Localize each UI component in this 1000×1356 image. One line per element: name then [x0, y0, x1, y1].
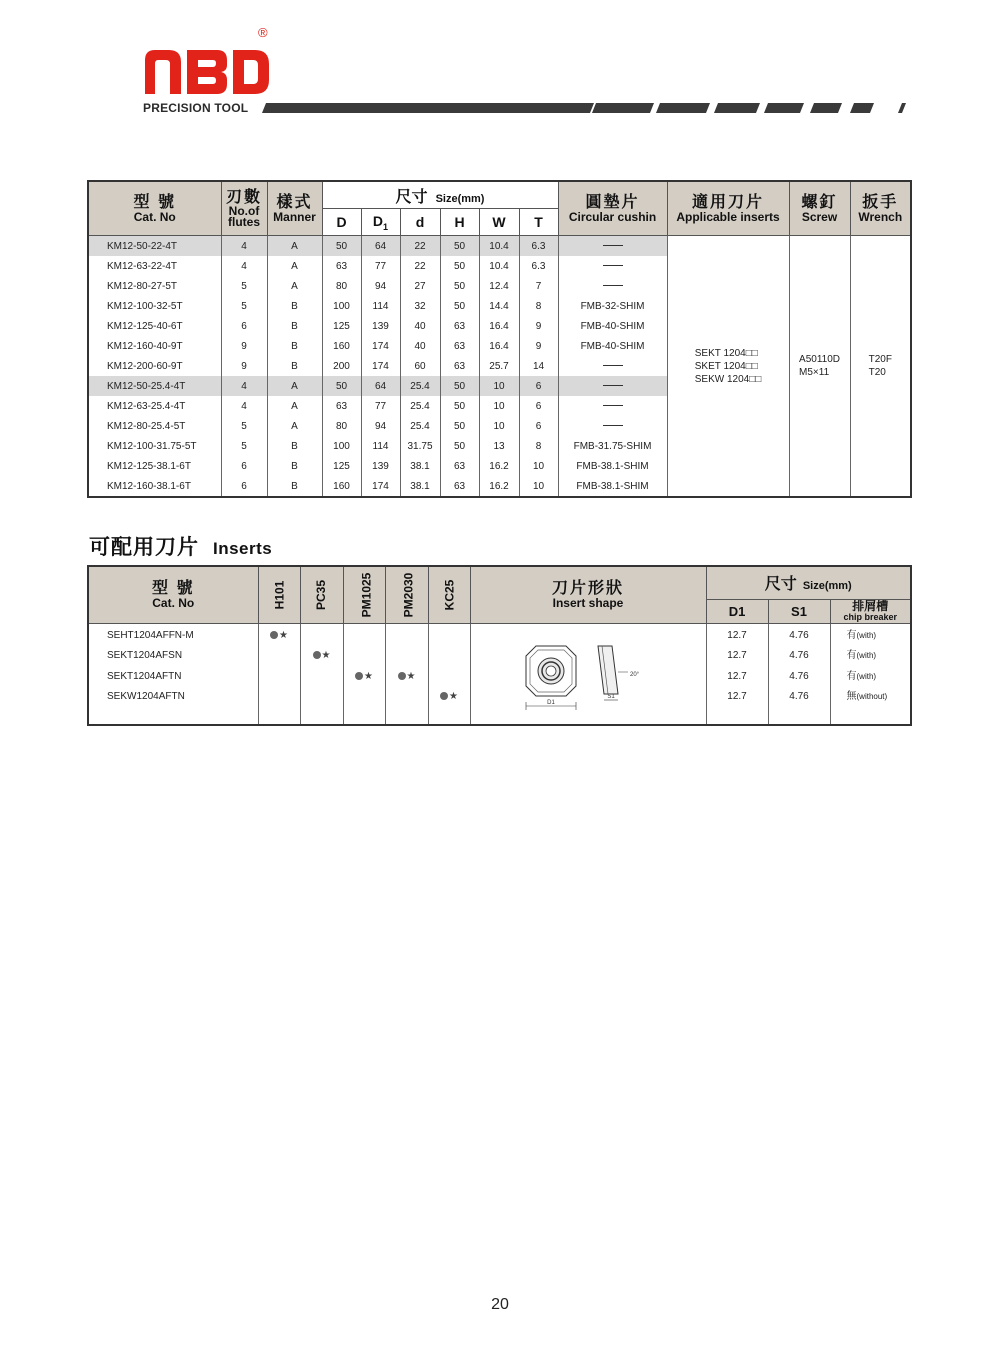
- d-cell: 27: [400, 276, 440, 296]
- D-cell: 50: [322, 236, 361, 257]
- inserts-header-size: 尺寸 Size(mm): [706, 566, 911, 599]
- grade-mark-slot: [344, 626, 385, 647]
- grade-mark-slot: [301, 626, 343, 647]
- insert-d1-value: 12.7: [727, 670, 747, 682]
- manner-cell: A: [267, 256, 322, 276]
- W-cell: 10.4: [479, 256, 519, 276]
- T-cell: 9: [519, 316, 558, 336]
- T-cell: 8: [519, 296, 558, 316]
- dash-mark: [603, 265, 623, 266]
- cutter-table: [87, 180, 912, 498]
- grade-mark-slot: [301, 667, 343, 688]
- screw-cell: [789, 236, 850, 498]
- cushion-cell: [558, 376, 667, 396]
- W-cell: 10: [479, 396, 519, 416]
- insert-shape-icon: [518, 632, 658, 712]
- cushion-cell: [558, 416, 667, 436]
- D-cell: 80: [322, 276, 361, 296]
- H-cell: 50: [440, 256, 479, 276]
- cushion-cell: FMB-40-SHIM: [558, 316, 667, 336]
- T-cell: 7: [519, 276, 558, 296]
- d-cell: 38.1: [400, 456, 440, 476]
- grade-mark-slot: [301, 687, 343, 708]
- cat-no-cell: KM12-80-27-5T: [88, 276, 221, 296]
- header-screw: 螺釘 Screw: [789, 181, 850, 236]
- inserts-d1-column: [706, 623, 768, 725]
- W-cell: 14.4: [479, 296, 519, 316]
- T-cell: 10: [519, 476, 558, 497]
- d-cell: 38.1: [400, 476, 440, 497]
- H-cell: 50: [440, 236, 479, 257]
- W-cell: 16.4: [479, 316, 519, 336]
- cat-no-cell: KM12-125-38.1-6T: [88, 456, 221, 476]
- d-cell: 22: [400, 236, 440, 257]
- flutes-cell: 4: [221, 376, 267, 396]
- grade-dot-icon: [440, 692, 448, 700]
- wrench-line: T20: [868, 367, 886, 378]
- d-cell: 31.75: [400, 436, 440, 456]
- grade-dot-icon: [270, 631, 278, 639]
- manner-cell: A: [267, 276, 322, 296]
- grade-mark-slot: [386, 667, 428, 688]
- grade-dot-icon: [355, 672, 363, 680]
- grade-header-pc35: PC35: [300, 566, 343, 623]
- grade-mark-slot: [259, 667, 300, 688]
- T-cell: 6: [519, 376, 558, 396]
- H-cell: 50: [440, 436, 479, 456]
- D-cell: 50: [322, 376, 361, 396]
- manner-cell: B: [267, 476, 322, 497]
- D1-cell: 94: [361, 416, 400, 436]
- D1-cell: 139: [361, 456, 400, 476]
- grade-mark-slot: [429, 687, 470, 708]
- H-cell: 63: [440, 456, 479, 476]
- cushion-cell: FMB-31.75-SHIM: [558, 436, 667, 456]
- D-cell: 200: [322, 356, 361, 376]
- drawing-label-s1: S1: [607, 694, 615, 700]
- insert-cat-no: SEKW1204AFTN: [107, 691, 185, 702]
- cutter-row: [88, 236, 911, 257]
- dash-mark: [603, 365, 623, 366]
- inserts-header-shape: 刀片形狀 Insert shape: [470, 566, 706, 623]
- grade-header-pm2030: PM2030: [385, 566, 428, 623]
- star-icon: ★: [321, 650, 331, 661]
- cat-no-cell: KM12-100-32-5T: [88, 296, 221, 316]
- inserts-cat-column: [88, 623, 258, 725]
- inserts-chip-column: [830, 623, 911, 725]
- D-cell: 160: [322, 336, 361, 356]
- grade-mark-slot: [429, 646, 470, 667]
- nbd-logo: [143, 44, 273, 96]
- manner-cell: A: [267, 236, 322, 257]
- header-wrench: 扳手 Wrench: [850, 181, 911, 236]
- T-cell: 6.3: [519, 256, 558, 276]
- header-size: 尺寸 Size(mm): [322, 181, 558, 209]
- insert-s1-value: 4.76: [789, 629, 809, 641]
- insert-chip-breaker: [847, 667, 911, 688]
- cat-no-cell: KM12-100-31.75-5T: [88, 436, 221, 456]
- grade-mark-slot: [344, 646, 385, 667]
- D-cell: 100: [322, 436, 361, 456]
- flutes-cell: 4: [221, 396, 267, 416]
- cat-no-cell: KM12-80-25.4-5T: [88, 416, 221, 436]
- flutes-cell: 9: [221, 336, 267, 356]
- dash-mark: [603, 425, 623, 426]
- H-cell: 50: [440, 376, 479, 396]
- insert-d1-value: 12.7: [727, 691, 747, 702]
- cushion-cell: FMB-40-SHIM: [558, 336, 667, 356]
- flutes-cell: 5: [221, 416, 267, 436]
- grade-col-h101: [258, 623, 300, 725]
- T-cell: 14: [519, 356, 558, 376]
- inserts-header-S1: S1: [768, 599, 830, 623]
- header-inserts: 適用刀片 Applicable inserts: [667, 181, 789, 236]
- W-cell: 25.7: [479, 356, 519, 376]
- cat-no-cell: KM12-160-38.1-6T: [88, 476, 221, 497]
- insert-cat-no: SEKT1204AFSN: [107, 650, 183, 661]
- brand-subtitle: PRECISION TOOL: [143, 101, 249, 115]
- d-cell: 32: [400, 296, 440, 316]
- H-cell: 63: [440, 356, 479, 376]
- flutes-cell: 5: [221, 436, 267, 456]
- cushion-cell: FMB-32-SHIM: [558, 296, 667, 316]
- T-cell: 8: [519, 436, 558, 456]
- star-icon: ★: [279, 629, 288, 641]
- cushion-cell: [558, 356, 667, 376]
- W-cell: 12.4: [479, 276, 519, 296]
- manner-cell: A: [267, 376, 322, 396]
- cat-no-cell: KM12-63-25.4-4T: [88, 396, 221, 416]
- T-cell: 6: [519, 396, 558, 416]
- header-D1: $D_1$: [361, 209, 400, 236]
- inserts-table: [87, 565, 912, 726]
- W-cell: 16.4: [479, 336, 519, 356]
- grade-header-pm1025: PM1025: [343, 566, 385, 623]
- D-cell: 100: [322, 296, 361, 316]
- d-cell: 25.4: [400, 416, 440, 436]
- grade-mark-slot: [344, 687, 385, 708]
- grade-mark-slot: [429, 626, 470, 647]
- applicable-insert-line: SKET 1204□□: [694, 360, 758, 372]
- chip-breaker-zh: 無: [846, 691, 857, 702]
- flutes-cell: 6: [221, 316, 267, 336]
- cushion-cell: [558, 236, 667, 257]
- cat-no-cell: KM12-50-25.4-4T: [88, 376, 221, 396]
- d-cell: 25.4: [400, 396, 440, 416]
- W-cell: 16.2: [479, 476, 519, 497]
- inserts-header-D1: D1: [706, 599, 768, 623]
- dash-mark: [603, 245, 623, 246]
- grade-mark-slot: [386, 687, 428, 708]
- D1-cell: 174: [361, 476, 400, 497]
- cushion-cell: [558, 396, 667, 416]
- cat-no-cell: KM12-125-40-6T: [88, 316, 221, 336]
- grade-col-pm1025: [343, 623, 385, 725]
- d-cell: 22: [400, 256, 440, 276]
- manner-cell: A: [267, 396, 322, 416]
- flutes-cell: 5: [221, 296, 267, 316]
- grade-col-kc25: [428, 623, 470, 725]
- manner-cell: B: [267, 456, 322, 476]
- wrench-cell: [850, 236, 911, 498]
- screw-line: A50110D: [799, 354, 840, 365]
- cushion-cell: FMB-38.1-SHIM: [558, 456, 667, 476]
- d-cell: 40: [400, 336, 440, 356]
- D1-cell: 64: [361, 376, 400, 396]
- insert-chip-breaker: [847, 626, 911, 647]
- grade-mark-slot: [386, 626, 428, 647]
- D1-cell: 94: [361, 276, 400, 296]
- star-icon: ★: [364, 670, 373, 682]
- cat-no-cell: KM12-50-22-4T: [88, 236, 221, 257]
- H-cell: 63: [440, 316, 479, 336]
- flutes-cell: 4: [221, 256, 267, 276]
- page-number: 20: [491, 1296, 509, 1313]
- grade-mark-slot: [429, 667, 470, 688]
- header-cushion: 圓墊片 Circular cushin: [558, 181, 667, 236]
- D1-cell: 174: [361, 356, 400, 376]
- grade-dot-icon: [398, 672, 406, 680]
- insert-chip-breaker: [847, 687, 911, 708]
- D1-cell: 77: [361, 256, 400, 276]
- cat-no-cell: KM12-63-22-4T: [88, 256, 221, 276]
- manner-cell: B: [267, 336, 322, 356]
- cushion-cell: [558, 276, 667, 296]
- manner-cell: B: [267, 316, 322, 336]
- grade-mark-slot: [259, 646, 300, 667]
- header-flutes: 刃數 No.of flutes: [221, 181, 267, 236]
- applicable-inserts-cell: [667, 236, 789, 498]
- D1-cell: 64: [361, 236, 400, 257]
- dash-mark: [603, 405, 623, 406]
- D1-cell: 114: [361, 436, 400, 456]
- grade-mark-slot: [301, 646, 343, 667]
- H-cell: 50: [440, 416, 479, 436]
- insert-chip-breaker: [847, 646, 911, 667]
- d-cell: 40: [400, 316, 440, 336]
- drawing-label-d1: D1: [547, 700, 555, 706]
- T-cell: 6.3: [519, 236, 558, 257]
- header-manner: 樣式 Manner: [267, 181, 322, 236]
- D1-cell: 139: [361, 316, 400, 336]
- applicable-insert-line: SEKW 1204□□: [694, 373, 762, 385]
- manner-cell: A: [267, 416, 322, 436]
- T-cell: 6: [519, 416, 558, 436]
- grade-mark-slot: [259, 626, 300, 647]
- D-cell: 125: [322, 456, 361, 476]
- D-cell: 80: [322, 416, 361, 436]
- header-T: T: [519, 209, 558, 236]
- T-cell: 10: [519, 456, 558, 476]
- insert-d1-value: 12.7: [727, 650, 747, 661]
- H-cell: 63: [440, 336, 479, 356]
- inserts-section-title: 可配用刀片 Inserts: [89, 536, 273, 559]
- header-W: W: [479, 209, 519, 236]
- D-cell: 63: [322, 396, 361, 416]
- chip-breaker-en: (with): [856, 651, 877, 660]
- flutes-cell: 6: [221, 476, 267, 497]
- D-cell: 160: [322, 476, 361, 497]
- flutes-cell: 5: [221, 276, 267, 296]
- inserts-s1-column: [768, 623, 830, 725]
- W-cell: 10: [479, 416, 519, 436]
- W-cell: 16.2: [479, 456, 519, 476]
- H-cell: 63: [440, 476, 479, 497]
- grade-dot-icon: [313, 651, 321, 659]
- W-cell: 10: [479, 376, 519, 396]
- inserts-header-chip-breaker: 排屑槽 chip breaker: [830, 599, 911, 623]
- D-cell: 125: [322, 316, 361, 336]
- H-cell: 50: [440, 396, 479, 416]
- T-cell: 9: [519, 336, 558, 356]
- flutes-cell: 6: [221, 456, 267, 476]
- dash-mark: [603, 285, 623, 286]
- D1-cell: 114: [361, 296, 400, 316]
- insert-s1-value: 4.76: [789, 691, 809, 702]
- wrench-line: T20F: [868, 354, 892, 365]
- chip-breaker-en: (without): [856, 692, 888, 701]
- flutes-cell: 9: [221, 356, 267, 376]
- screw-line: M5×11: [799, 367, 830, 378]
- grade-mark-slot: [386, 646, 428, 667]
- header-H: H: [440, 209, 479, 236]
- header-D: D: [322, 209, 361, 236]
- manner-cell: B: [267, 296, 322, 316]
- chip-breaker-en: (with): [856, 671, 877, 681]
- grade-mark-slot: [259, 687, 300, 708]
- header-d: d: [400, 209, 440, 236]
- cat-no-cell: KM12-160-40-9T: [88, 336, 221, 356]
- chip-breaker-zh: 有: [846, 629, 857, 641]
- registered-mark: ®: [258, 25, 268, 40]
- manner-cell: B: [267, 436, 322, 456]
- chip-breaker-zh: 有: [846, 670, 857, 682]
- d-cell: 25.4: [400, 376, 440, 396]
- cushion-cell: FMB-38.1-SHIM: [558, 476, 667, 497]
- inserts-header-cat-no: 型 號 Cat. No: [88, 566, 258, 623]
- header-cat-no: 型 號 Cat. No: [88, 181, 221, 236]
- cat-no-cell: KM12-200-60-9T: [88, 356, 221, 376]
- chip-breaker-zh: 有: [846, 650, 857, 661]
- chip-breaker-en: (with): [856, 630, 877, 640]
- applicable-insert-line: SEKT 1204□□: [694, 347, 758, 359]
- insert-cat-no: SEKT1204AFTN: [107, 670, 182, 682]
- star-icon: ★: [406, 670, 416, 682]
- grade-header-kc25: KC25: [428, 566, 470, 623]
- grade-header-h101: H101: [258, 566, 300, 623]
- D1-cell: 77: [361, 396, 400, 416]
- insert-s1-value: 4.76: [789, 670, 809, 682]
- D-cell: 63: [322, 256, 361, 276]
- d-cell: 60: [400, 356, 440, 376]
- star-icon: ★: [449, 691, 458, 702]
- grade-col-pc35: [300, 623, 343, 725]
- cushion-cell: [558, 256, 667, 276]
- H-cell: 50: [440, 296, 479, 316]
- grade-col-pm2030: [385, 623, 428, 725]
- W-cell: 10.4: [479, 236, 519, 257]
- insert-d1-value: 12.7: [727, 629, 747, 641]
- H-cell: 50: [440, 276, 479, 296]
- D1-cell: 174: [361, 336, 400, 356]
- grade-mark-slot: [344, 667, 385, 688]
- flutes-cell: 4: [221, 236, 267, 257]
- dash-mark: [603, 385, 623, 386]
- W-cell: 13: [479, 436, 519, 456]
- insert-s1-value: 4.76: [789, 650, 809, 661]
- drawing-label-angle: 20°: [630, 672, 640, 678]
- header-stripe: [262, 101, 912, 115]
- insert-cat-no: SEHT1204AFFN-M: [107, 629, 194, 641]
- manner-cell: B: [267, 356, 322, 376]
- insert-shape-drawing: [470, 623, 706, 725]
